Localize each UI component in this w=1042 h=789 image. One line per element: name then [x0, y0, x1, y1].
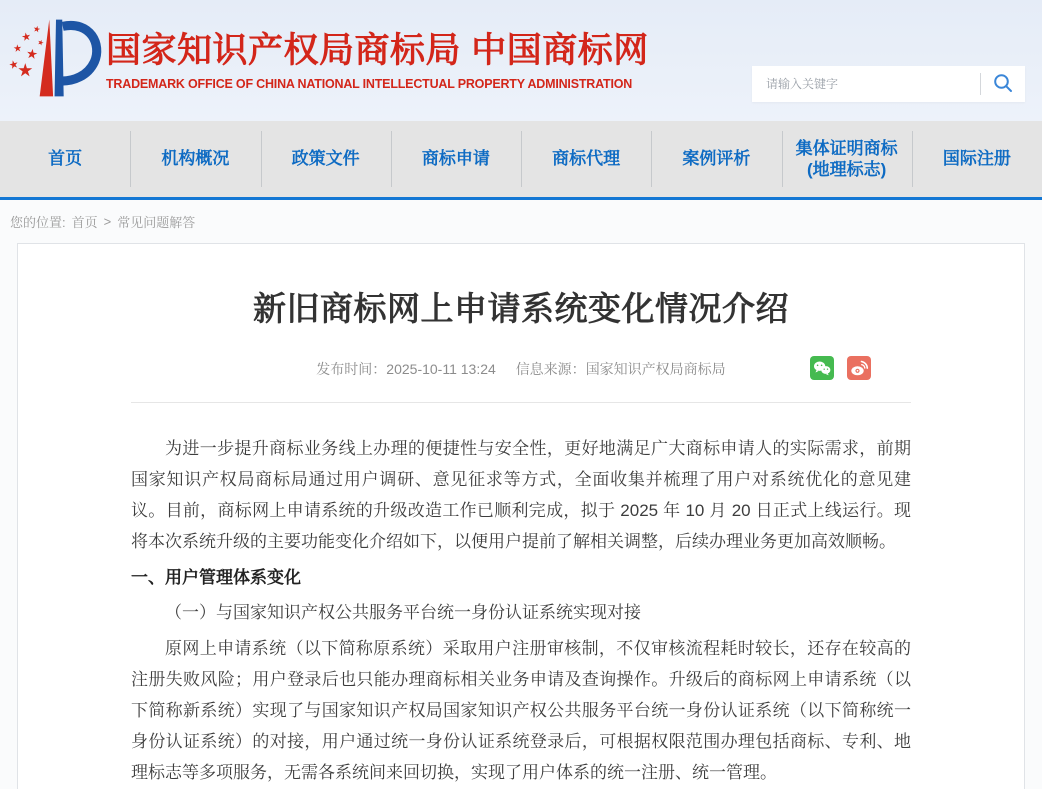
nav-item-label: 集体证明商标: [795, 138, 898, 158]
nav-item-policy[interactable]: [261, 121, 391, 197]
nav-item-case-analysis[interactable]: [651, 121, 781, 197]
weibo-share-button[interactable]: [847, 356, 871, 380]
wechat-share-button[interactable]: [810, 356, 834, 380]
info-source: [516, 361, 726, 377]
cnipa-logo-icon: [8, 12, 104, 104]
nav-item-label: 首页: [48, 149, 83, 169]
nav-item-label: 国际注册: [942, 149, 1011, 169]
article-title: 新旧商标网上申请系统变化情况介绍: [253, 290, 789, 327]
nav-item-label: 政策文件: [291, 149, 360, 169]
breadcrumb-home-link[interactable]: 首页: [71, 215, 98, 230]
wechat-icon: [810, 368, 834, 383]
weibo-icon: [847, 368, 871, 383]
publish-time-value: 2025-10-11 13:24: [386, 361, 496, 378]
site-title: 国家知识产权局商标局 中国商标网: [106, 31, 649, 71]
sub-heading: （一）与国家知识产权公共服务平台统一身份认证系统实现对接: [165, 603, 641, 623]
nav-item-home[interactable]: [0, 121, 130, 197]
site-header: [0, 0, 1042, 121]
article-body: [131, 433, 911, 789]
info-source-value: 国家知识产权局商标局: [585, 361, 726, 378]
main-nav: [0, 121, 1042, 200]
breadcrumb-separator: >: [103, 214, 112, 229]
publish-time: [316, 361, 496, 377]
breadcrumb-label: 您的位置:: [10, 215, 66, 230]
section-heading: 一、用户管理体系变化: [131, 568, 301, 588]
search-button[interactable]: [981, 66, 1025, 102]
meta-divider: [131, 402, 911, 403]
site-subtitle: TRADEMARK OFFICE OF CHINA NATIONAL INTELLECTUAL PROPERTY ADMINISTRATION: [106, 76, 633, 91]
article-container: [17, 243, 1025, 789]
search-icon: [992, 72, 1014, 97]
paragraph: 为进一步提升商标业务线上办理的便捷性与安全性，更好地满足广大商标申请人的实际需求，前期国家知识产权局商标局通过用户调研、意见征求等方式，全面收集并梳理了用户对系统优化的意见建议。目前，商标网上申请系统的升级改造工作已顺利完成，拟于 2025 年 10 月 20 日正式上线运行。现将本次系统升级的主要功能变化介绍如下，以便用户提前了解相关调整，后续办理业务更加高效顺畅。: [131, 439, 911, 552]
nav-item-about[interactable]: [130, 121, 260, 197]
search-box: [752, 66, 1025, 102]
paragraph: 原网上申请系统（以下简称原系统）采取用户注册审核制，不仅审核流程耗时较长，还存在较高的注册失败风险；用户登录后也只能办理商标相关业务申请及查询操作。升级后的商标网上申请系统（以下简称新系统）实现了与国家知识产权局国家知识产权公共服务平台统一身份认证系统（以下简称统一身份认证系统）的对接，用户通过统一身份认证系统登录后，可根据权限范围办理包括商标、专利、地理标志等多项服务，无需各系统间来回切换，实现了用户体系的统一注册、统一管理。: [131, 639, 911, 783]
nav-item-label: 商标代理: [552, 149, 621, 169]
site-logo[interactable]: [8, 12, 649, 104]
breadcrumb-current-link[interactable]: 常见问题解答: [117, 215, 196, 230]
nav-item-label: 案例评析: [682, 149, 751, 169]
search-input[interactable]: [752, 66, 980, 102]
breadcrumb: [0, 200, 1042, 243]
share-buttons: [810, 356, 871, 380]
article-meta: [131, 356, 911, 382]
nav-item-label: 商标申请: [421, 149, 490, 169]
info-source-label: 信息来源：: [515, 361, 586, 378]
nav-item-trademark-application[interactable]: [391, 121, 521, 197]
nav-item-international-registration[interactable]: [912, 121, 1042, 197]
publish-time-label: 发布时间：: [316, 361, 387, 378]
nav-item-collective-certification[interactable]: [782, 121, 912, 197]
nav-item-label: 机构概况: [161, 149, 230, 169]
nav-item-trademark-agency[interactable]: [521, 121, 651, 197]
nav-item-label-line2: (地理标志): [806, 160, 887, 179]
